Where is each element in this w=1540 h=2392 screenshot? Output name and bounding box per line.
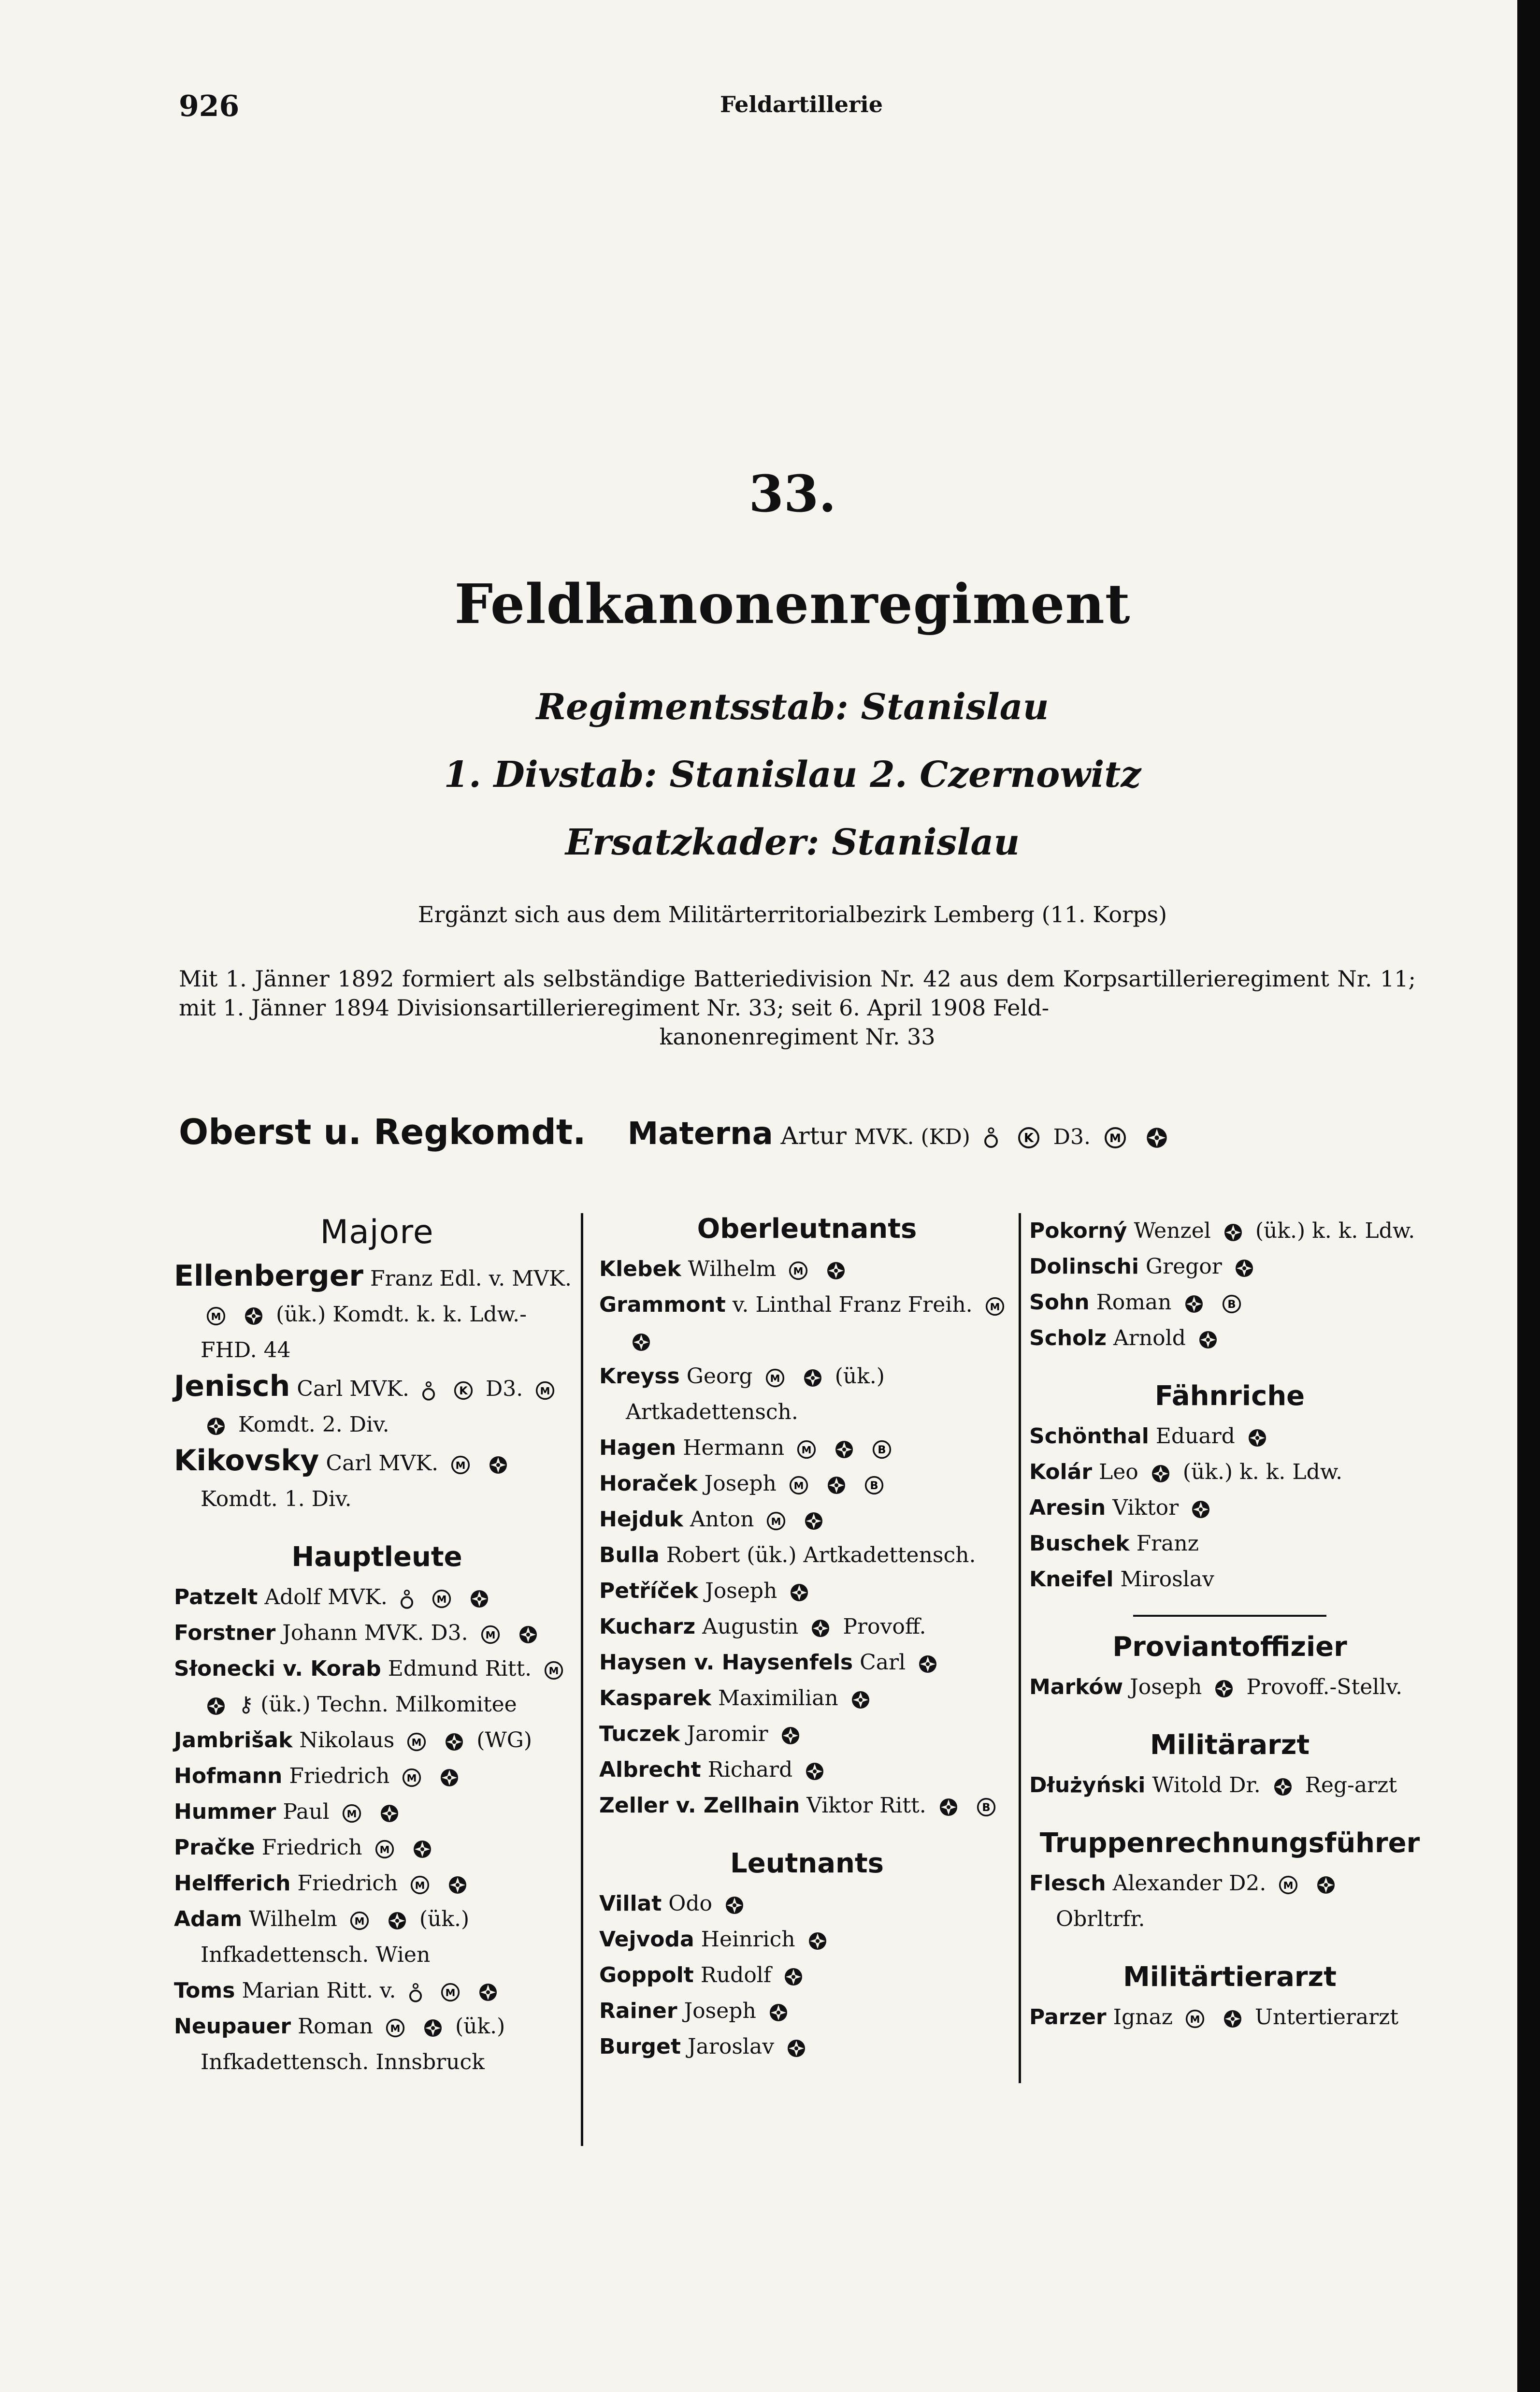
entry-detail: Viktor xyxy=(1112,1495,1179,1520)
cross-icon xyxy=(804,1511,823,1531)
entry-detail: Roman xyxy=(1096,1290,1172,1315)
entry-name: Zeller v. Zellhain xyxy=(599,1793,800,1818)
truppenrechnungsfuhrer-title: Truppenrechnungsführer xyxy=(1039,1827,1420,1859)
list-item xyxy=(174,1794,580,1830)
militartierarzt-title: Militärtierarzt xyxy=(1123,1961,1337,1993)
entry-name: Goppolt xyxy=(599,1963,694,1987)
entry-detail: Obrltrfr. xyxy=(1056,1907,1145,1931)
m-icon-letter: M xyxy=(436,1593,447,1605)
cross-icon xyxy=(1184,1294,1204,1314)
list-item xyxy=(599,1609,1015,1645)
entry-name: Rainer xyxy=(599,1999,677,2023)
list-item xyxy=(1029,1490,1430,1526)
cross-icon xyxy=(244,1306,263,1326)
erganzt-line: Ergänzt sich aus dem Militärterritorialbezirk Lemberg (11. Korps) xyxy=(417,901,1167,928)
list-item xyxy=(1029,1526,1430,1562)
entry-detail: Carl MVK. xyxy=(326,1451,439,1476)
commander-codes-b: D3. xyxy=(1053,1125,1091,1149)
cross-icon xyxy=(827,1476,846,1495)
m-icon-letter: M xyxy=(801,1444,812,1456)
cross-icon xyxy=(805,1762,824,1781)
list-item xyxy=(174,1651,580,1723)
m-icon-letter: M xyxy=(793,1479,804,1492)
entry-name: Buschek xyxy=(1029,1531,1130,1556)
entry-detail: Rudolf xyxy=(700,1963,772,1987)
entry-detail: (ük.) Techn. Milkomitee xyxy=(260,1692,517,1717)
list-item xyxy=(174,1615,580,1651)
list-item xyxy=(599,1681,1015,1716)
cross-icon xyxy=(1273,1777,1293,1797)
list-item xyxy=(599,1466,1015,1502)
entry-name: Klebek xyxy=(599,1257,681,1281)
entry-name: Kreyss xyxy=(599,1364,680,1389)
m-icon-letter: M xyxy=(415,1879,425,1891)
page-header xyxy=(0,89,1517,128)
entry-detail: Eduard xyxy=(1155,1424,1235,1449)
roster-column-1 xyxy=(174,1213,580,2080)
cross-icon xyxy=(440,1768,459,1787)
m-icon-letter: M xyxy=(1190,2013,1200,2025)
entry-detail: Robert (ük.) Artkadettensch. xyxy=(666,1543,976,1567)
list-item xyxy=(1029,1320,1430,1356)
m-icon xyxy=(789,1261,808,1280)
section-divider xyxy=(1133,1615,1326,1617)
list-item xyxy=(1029,1249,1430,1285)
m-icon xyxy=(765,1368,785,1388)
m-icon xyxy=(544,1661,563,1680)
page-number: 926 xyxy=(179,89,240,123)
entry-detail: (ük.) Infkadettensch. Wien xyxy=(201,1907,470,1967)
m-icon xyxy=(1279,1875,1298,1895)
cross-icon xyxy=(826,1261,846,1280)
entry-name: Tuczek xyxy=(599,1722,680,1746)
m-icon xyxy=(481,1625,500,1644)
entry-detail: Friedrich xyxy=(297,1871,398,1896)
divstab-line: 1. Divstab: Stanislau 2. Czernowitz xyxy=(444,754,1141,796)
cross-icon xyxy=(1214,1679,1234,1698)
commander-codes-a: MVK. (KD) xyxy=(854,1125,970,1149)
cross-icon xyxy=(1191,1500,1210,1519)
entry-detail: Joseph xyxy=(704,1471,777,1496)
list-item xyxy=(599,1573,1015,1609)
regiment-title: Feldkanonenregiment xyxy=(454,573,1131,636)
entry-name: Scholz xyxy=(1029,1326,1107,1350)
entry-name: Patzelt xyxy=(174,1585,258,1609)
entry-name: Grammont xyxy=(599,1292,726,1317)
entry-detail: Arnold xyxy=(1113,1326,1186,1350)
list-item xyxy=(174,1368,580,1443)
entry-name: Neupauer xyxy=(174,2014,291,2039)
entry-detail: Friedrich xyxy=(289,1764,390,1788)
entry-name: Pračke xyxy=(174,1835,255,1860)
cross-icon xyxy=(1235,1259,1254,1278)
entry-name: Vejvoda xyxy=(599,1927,694,1952)
list-item xyxy=(174,1580,580,1615)
entry-name: Sohn xyxy=(1029,1290,1090,1315)
b-icon-letter: B xyxy=(982,1801,991,1814)
cross-icon xyxy=(445,1732,464,1752)
medal-icon xyxy=(400,1586,414,1611)
entry-detail: (ük.) Infkadettensch. Innsbruck xyxy=(201,2014,505,2074)
m-icon-letter: M xyxy=(346,1808,357,1820)
m-icon-letter: M xyxy=(1109,1131,1121,1145)
m-icon-letter: M xyxy=(390,2022,401,2034)
entry-name: Jambrišak xyxy=(174,1728,293,1753)
entry-detail: (ük.) Komdt. k. k. Ldw.-FHD. 44 xyxy=(201,1302,527,1363)
list-item xyxy=(599,1645,1015,1681)
entry-detail: Leo xyxy=(1099,1460,1138,1484)
entry-name: Pokorný xyxy=(1029,1218,1127,1243)
list-item xyxy=(599,1886,1015,1922)
list-item xyxy=(599,1359,1015,1430)
cross-icon xyxy=(470,1589,489,1609)
commander-given: Artur xyxy=(780,1122,847,1150)
cross-icon xyxy=(489,1455,508,1475)
entry-detail: Carl MVK. xyxy=(297,1377,409,1401)
entry-name: Kikovsky xyxy=(174,1444,319,1478)
running-title: Feldartillerie xyxy=(720,91,883,117)
entry-detail: Ignaz xyxy=(1113,2005,1173,2030)
entry-detail: Odo xyxy=(668,1891,712,1916)
list-item xyxy=(599,1502,1015,1537)
entry-name: Marków xyxy=(1029,1675,1123,1699)
majore-title: Majore xyxy=(320,1213,434,1251)
list-item xyxy=(1029,1562,1430,1597)
entry-detail: Jaromir xyxy=(687,1722,768,1746)
entry-detail: Wilhelm xyxy=(249,1907,337,1931)
m-icon-letter: M xyxy=(485,1629,495,1641)
entry-detail: Adolf MVK. xyxy=(264,1585,388,1609)
cross-icon xyxy=(787,2039,806,2058)
entry-name: Ellenberger xyxy=(174,1259,363,1293)
leutnants-title: Leutnants xyxy=(730,1848,884,1879)
list-item xyxy=(599,1251,1015,1287)
list-item xyxy=(599,1716,1015,1752)
b-icon-letter: B xyxy=(878,1443,886,1456)
list-item xyxy=(174,1973,580,2009)
entry-name: Helfferich xyxy=(174,1871,291,1896)
militararzt-title: Militärarzt xyxy=(1150,1729,1310,1761)
list-item xyxy=(174,1758,580,1794)
cross-icon xyxy=(769,2003,788,2022)
roster-column-2 xyxy=(599,1213,1015,2065)
m-icon xyxy=(410,1875,430,1895)
list-item xyxy=(1029,1669,1430,1705)
entry-name: Villat xyxy=(599,1891,662,1916)
list-item xyxy=(1029,1454,1430,1490)
list-item xyxy=(599,1537,1015,1573)
list-item xyxy=(599,1752,1015,1788)
list-item xyxy=(1029,1419,1430,1454)
list-item xyxy=(599,1430,1015,1466)
entry-name: Hejduk xyxy=(599,1507,683,1532)
m-icon xyxy=(342,1804,361,1823)
entry-name: Jenisch xyxy=(174,1369,290,1403)
entry-name: Słonecki v. Korab xyxy=(174,1656,381,1681)
list-item xyxy=(1029,1866,1430,1937)
entry-detail: Richard xyxy=(707,1757,793,1782)
b-icon xyxy=(864,1476,884,1495)
entry-detail: D2. xyxy=(1229,1871,1267,1896)
entry-detail: Joseph xyxy=(684,1999,756,2023)
list-item xyxy=(599,1957,1015,1993)
entry-detail: Reg-arzt xyxy=(1305,1773,1397,1798)
cross-icon xyxy=(448,1875,467,1895)
b-icon-letter: B xyxy=(870,1479,878,1492)
roster-columns xyxy=(164,1213,1430,2180)
history-end: kanonenregiment Nr. 33 xyxy=(659,1024,936,1050)
entry-detail: Joseph xyxy=(705,1579,777,1603)
cross-icon xyxy=(790,1583,809,1602)
list-item xyxy=(1029,2000,1430,2035)
m-icon-letter: M xyxy=(406,1772,417,1784)
cross-icon xyxy=(518,1625,538,1644)
commander-surname: Materna xyxy=(627,1116,773,1152)
column-divider xyxy=(581,1213,583,2146)
cross-icon xyxy=(380,1804,399,1823)
entry-name: Bulla xyxy=(599,1543,660,1567)
entry-detail: v. Linthal Franz Freih. xyxy=(732,1292,973,1317)
m-icon xyxy=(432,1589,451,1609)
entry-name: Kolár xyxy=(1029,1460,1093,1484)
entry-name: Adam xyxy=(174,1907,243,1931)
entry-detail: Untertierarzt xyxy=(1254,2005,1399,2030)
m-icon-letter: M xyxy=(548,1665,559,1677)
entry-name: Aresin xyxy=(1029,1495,1106,1520)
list-item xyxy=(1029,1213,1430,1249)
entry-detail: Friedrich xyxy=(261,1835,362,1860)
entry-name: Petříček xyxy=(599,1579,699,1603)
entry-detail: Maximilian xyxy=(718,1686,838,1711)
entry-name: Parzer xyxy=(1029,2005,1107,2030)
cross-icon xyxy=(918,1654,937,1674)
medal-icon xyxy=(422,1378,435,1403)
m-icon xyxy=(206,1306,226,1326)
m-icon xyxy=(766,1511,786,1531)
cross-icon xyxy=(1248,1428,1267,1448)
entry-name: Kneifel xyxy=(1029,1567,1114,1592)
b-icon xyxy=(1222,1294,1241,1314)
history-main: Mit 1. Jänner 1892 formiert als selbständige Batteriedivision Nr. 42 aus dem Korpsartillerieregiment Nr. 11; mit 1. Jänner 1894 Divisionsartillerieregiment Nr. 33; seit 6. April 1908 Feld- xyxy=(179,966,1416,1021)
entry-detail: D3. xyxy=(485,1377,523,1401)
entry-detail: Georg xyxy=(686,1364,753,1389)
m-icon-letter: M xyxy=(455,1459,466,1471)
cross-icon xyxy=(206,1696,226,1716)
list-item xyxy=(174,1443,580,1517)
m-icon-letter: M xyxy=(445,1986,455,1999)
commander-line xyxy=(179,1112,1435,1152)
entry-detail: Hermann xyxy=(683,1435,785,1460)
list-item xyxy=(174,1866,580,1901)
ersatzkader-line: Ersatzkader: Stanislau xyxy=(565,822,1020,863)
cross-icon xyxy=(632,1333,651,1352)
entry-detail: Alexander xyxy=(1112,1871,1223,1896)
list-item xyxy=(174,1723,580,1758)
oberleutnants-title: Oberleutnants xyxy=(697,1213,917,1245)
m-icon-letter: M xyxy=(354,1915,365,1927)
entry-name: Hummer xyxy=(174,1799,276,1824)
entry-name: Albrecht xyxy=(599,1757,701,1782)
entry-detail: Marian Ritt. v. xyxy=(242,1978,396,2003)
m-icon-letter: M xyxy=(793,1265,804,1277)
regiment-number: 33. xyxy=(748,464,836,523)
entry-detail: Komdt. 1. Div. xyxy=(201,1487,352,1511)
list-item xyxy=(1029,1285,1430,1320)
cross-icon xyxy=(725,1896,744,1915)
entry-detail: Provoff. xyxy=(843,1614,926,1639)
entry-name: Schönthal xyxy=(1029,1424,1149,1449)
list-item xyxy=(599,1788,1015,1824)
cross-icon xyxy=(1198,1330,1218,1349)
m-icon xyxy=(402,1768,421,1787)
cross-icon xyxy=(784,1967,803,1986)
entry-detail: Gregor xyxy=(1145,1254,1222,1279)
k-icon xyxy=(1018,1127,1040,1149)
m-icon-letter: M xyxy=(771,1515,781,1527)
cross-icon xyxy=(808,1931,827,1951)
entry-detail: Heinrich xyxy=(701,1927,795,1952)
m-icon xyxy=(535,1381,555,1400)
entry-name: Flesch xyxy=(1029,1871,1106,1896)
scan-edge xyxy=(1517,0,1540,2392)
m-icon xyxy=(985,1297,1005,1316)
list-item xyxy=(599,1922,1015,1957)
entry-detail: Paul xyxy=(283,1799,330,1824)
cross-icon xyxy=(1316,1875,1336,1895)
list-item xyxy=(599,1287,1015,1359)
k-icon-letter: K xyxy=(459,1384,468,1397)
m-icon xyxy=(407,1732,426,1752)
cross-icon xyxy=(1146,1127,1168,1149)
m-icon-letter: M xyxy=(211,1310,221,1322)
list-item xyxy=(599,2029,1015,2065)
m-icon xyxy=(797,1440,816,1459)
entry-detail: Jaroslav xyxy=(687,2034,775,2059)
list-item xyxy=(599,1993,1015,2029)
entry-name: Forstner xyxy=(174,1621,276,1645)
hauptleute-title: Hauptleute xyxy=(291,1541,462,1573)
entry-detail: Witold Dr. xyxy=(1152,1773,1261,1798)
m-icon xyxy=(386,2018,405,2038)
m-icon xyxy=(441,1983,460,2002)
regimentsstab-line: Regimentsstab: Stanislau xyxy=(536,686,1049,728)
cross-icon xyxy=(206,1417,226,1436)
m-icon xyxy=(375,1840,394,1859)
list-item xyxy=(174,1901,580,1973)
medal-icon xyxy=(984,1123,998,1152)
b-icon-letter: B xyxy=(1227,1298,1236,1311)
m-icon-letter: M xyxy=(770,1372,780,1384)
entry-name: Horaček xyxy=(599,1471,698,1496)
commander-rank: Oberst u. Regkomdt. xyxy=(179,1112,586,1152)
entry-name: Kasparek xyxy=(599,1686,711,1711)
entry-detail: Johann MVK. D3. xyxy=(282,1621,468,1645)
regiment-history xyxy=(179,964,1416,1051)
k-icon-letter: K xyxy=(1023,1131,1034,1145)
cross-icon xyxy=(939,1798,958,1817)
entry-detail: Carl xyxy=(860,1650,906,1675)
entry-detail: (WG) xyxy=(476,1728,533,1753)
roster-column-3 xyxy=(1029,1213,1430,2035)
cross-icon xyxy=(781,1726,800,1745)
list-item xyxy=(1029,1768,1430,1803)
entry-name: Toms xyxy=(174,1978,235,2003)
entry-name: Kucharz xyxy=(599,1614,696,1639)
m-icon xyxy=(789,1476,808,1495)
cross-icon xyxy=(1223,2009,1242,2029)
entry-detail: Roman xyxy=(298,2014,373,2039)
m-icon xyxy=(1104,1127,1126,1149)
entry-detail: Wenzel xyxy=(1134,1218,1211,1243)
entry-detail: (ük.) Artkadettensch. xyxy=(626,1364,885,1424)
entry-detail: Miroslav xyxy=(1120,1567,1214,1592)
entry-detail: (ük.) k. k. Ldw. xyxy=(1182,1460,1343,1484)
proviant-title: Proviantoffizier xyxy=(1112,1631,1347,1663)
cross-icon xyxy=(1151,1464,1170,1483)
b-icon xyxy=(872,1440,892,1459)
entry-name: Hofmann xyxy=(174,1764,283,1788)
key-icon: ⚷ xyxy=(238,1692,254,1717)
column-divider xyxy=(1019,1213,1021,2083)
m-icon-letter: M xyxy=(1283,1879,1294,1891)
m-icon-letter: M xyxy=(411,1736,422,1748)
m-icon xyxy=(451,1455,470,1475)
cross-icon xyxy=(835,1440,854,1459)
cross-icon xyxy=(388,1911,407,1930)
entry-detail: Viktor Ritt. xyxy=(806,1793,926,1818)
entry-name: Dolinschi xyxy=(1029,1254,1139,1279)
entry-detail: Edmund Ritt. xyxy=(388,1656,532,1681)
list-item xyxy=(174,2009,580,2080)
entry-detail: Komdt. 2. Div. xyxy=(238,1412,389,1437)
entry-name: Dłużyński xyxy=(1029,1773,1146,1798)
cross-icon xyxy=(423,2018,443,2038)
entry-detail: Wilhelm xyxy=(688,1257,777,1281)
entry-detail: Augustin xyxy=(702,1614,799,1639)
entry-detail: Franz xyxy=(1136,1531,1199,1556)
k-icon xyxy=(454,1381,473,1400)
m-icon-letter: M xyxy=(990,1301,1000,1313)
cross-icon xyxy=(851,1690,870,1710)
entry-detail: Joseph xyxy=(1130,1675,1202,1699)
m-icon xyxy=(350,1911,369,1930)
m-icon-letter: M xyxy=(379,1843,389,1856)
entry-detail: (ük.) k. k. Ldw. xyxy=(1255,1218,1415,1243)
cross-icon xyxy=(413,1840,432,1859)
cross-icon xyxy=(1223,1223,1243,1242)
entry-name: Hagen xyxy=(599,1435,676,1460)
cross-icon xyxy=(803,1368,822,1388)
entry-detail: Nikolaus xyxy=(299,1728,395,1753)
list-item xyxy=(174,1258,580,1368)
fahnriche-title: Fähnriche xyxy=(1154,1380,1305,1412)
entry-name: Burget xyxy=(599,2034,681,2059)
entry-detail: Anton xyxy=(690,1507,754,1532)
list-item xyxy=(174,1830,580,1866)
entry-detail: Franz Edl. v. MVK. xyxy=(370,1266,572,1291)
medal-icon xyxy=(409,1980,422,2005)
m-icon xyxy=(1185,2009,1205,2029)
entry-name: Haysen v. Haysenfels xyxy=(599,1650,853,1675)
entry-detail: Provoff.-Stellv. xyxy=(1246,1675,1403,1699)
b-icon xyxy=(977,1798,996,1817)
cross-icon xyxy=(478,1983,498,2002)
m-icon-letter: M xyxy=(540,1385,550,1397)
cross-icon xyxy=(811,1619,830,1638)
